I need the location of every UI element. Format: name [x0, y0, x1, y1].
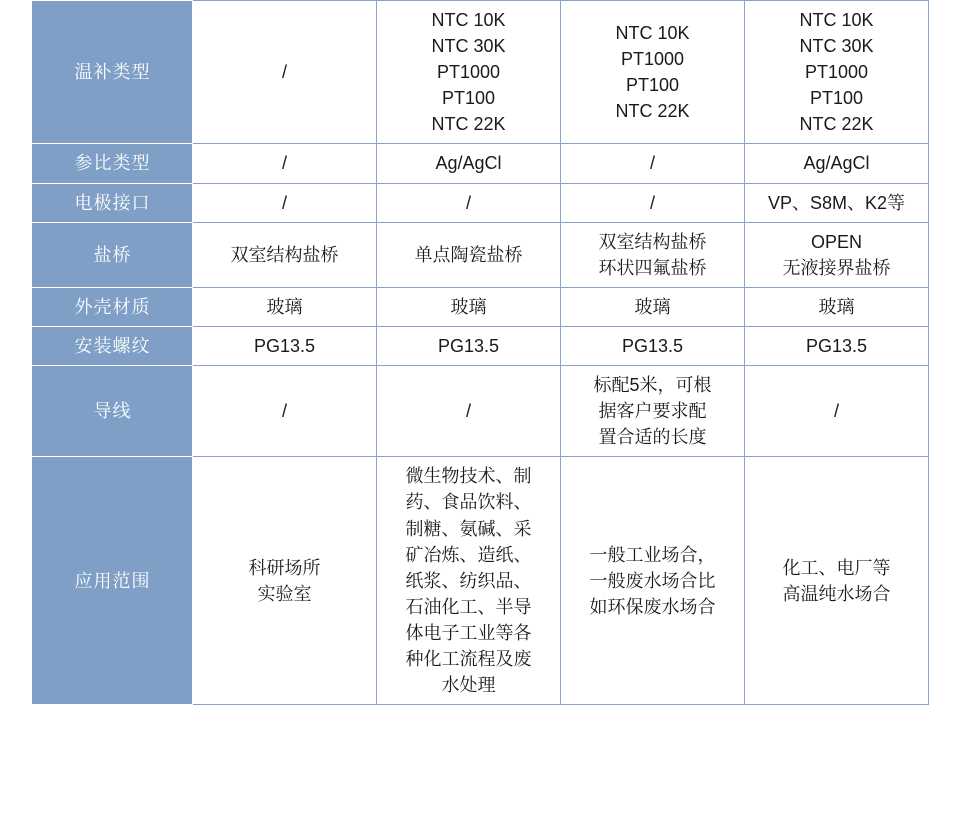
cell-line: PT1000: [620, 49, 685, 70]
cell-content: [753, 333, 920, 359]
table-cell: [745, 326, 929, 365]
cell-line: 玻璃: [266, 296, 303, 317]
cell-content: [201, 294, 368, 320]
table-cell: [561, 287, 745, 326]
table-cell: [561, 144, 745, 183]
table-row: [33, 326, 929, 365]
cell-line: 据客户要求配: [598, 401, 707, 422]
row-header-cell: 外壳材质: [33, 287, 193, 326]
table-cell: [745, 1, 929, 144]
cell-content: [569, 333, 736, 359]
table-cell: [377, 144, 561, 183]
cell-line: PT100: [625, 75, 680, 96]
cell-content: [385, 150, 552, 176]
spec-table-body: [33, 1, 929, 705]
cell-line: 置合适的长度: [598, 427, 707, 448]
table-cell: [745, 287, 929, 326]
table-cell: [745, 222, 929, 287]
table-cell: [745, 144, 929, 183]
cell-line: /: [465, 192, 471, 213]
cell-line: PG13.5: [805, 335, 868, 356]
cell-line: /: [649, 192, 655, 213]
cell-content: [753, 398, 920, 424]
table-cell: [561, 366, 745, 457]
cell-line: NTC 22K: [431, 114, 506, 135]
cell-content: [569, 542, 736, 620]
table-row: [33, 222, 929, 287]
cell-line: OPEN: [810, 231, 862, 252]
cell-line: 科研场所: [248, 557, 321, 578]
row-header-cell: 参比类型: [33, 144, 193, 183]
table-row: [33, 287, 929, 326]
cell-content: [753, 294, 920, 320]
cell-line: NTC 10K: [431, 10, 506, 30]
cell-line: NTC 10K: [615, 23, 690, 44]
cell-content: [569, 150, 736, 176]
cell-line: Ag/AgCl: [435, 153, 502, 174]
table-cell: [745, 366, 929, 457]
cell-line: PG13.5: [253, 335, 316, 356]
cell-line: 高温纯水场合: [782, 583, 891, 604]
cell-line: 双室结构盐桥: [230, 244, 339, 265]
cell-content: [753, 190, 920, 216]
table-cell: [377, 1, 561, 144]
row-header-cell: 盐桥: [33, 222, 193, 287]
cell-line: NTC 30K: [431, 36, 506, 57]
cell-line: 药、食品饮料、: [405, 492, 532, 513]
table-cell: [193, 366, 377, 457]
cell-content: [201, 555, 368, 607]
cell-line: NTC 10K: [799, 10, 874, 30]
table-cell: [561, 183, 745, 222]
table-cell: [561, 457, 745, 705]
cell-line: 标配5米，可根: [593, 375, 712, 396]
cell-line: 化工、电厂等: [782, 557, 891, 578]
cell-line: 实验室: [257, 583, 312, 604]
row-header-cell: 电极接口: [33, 183, 193, 222]
table-row: [33, 144, 929, 183]
cell-line: 纸浆、纺织品、: [405, 570, 532, 591]
row-header-cell: 安装螺纹: [33, 326, 193, 365]
cell-line: VP、S8M、K2等: [767, 192, 906, 213]
cell-line: 玻璃: [818, 296, 855, 317]
cell-content: [201, 242, 368, 268]
table-row: [33, 366, 929, 457]
table-cell: [377, 287, 561, 326]
cell-content: [753, 555, 920, 607]
cell-line: /: [281, 192, 287, 213]
table-cell: [377, 366, 561, 457]
cell-line: 体电子工业等各: [405, 622, 532, 643]
cell-content: [569, 190, 736, 216]
cell-content: [753, 7, 920, 137]
cell-content: [201, 150, 368, 176]
cell-line: 微生物技术、制: [405, 466, 532, 487]
cell-content: [569, 372, 736, 450]
row-header-cell: 应用范围: [33, 457, 193, 705]
cell-line: /: [833, 401, 839, 422]
cell-line: 玻璃: [450, 296, 487, 317]
cell-content: [385, 463, 552, 698]
cell-line: 环状四氟盐桥: [598, 257, 707, 278]
table-cell: [745, 457, 929, 705]
table-cell: [377, 222, 561, 287]
cell-line: 双室结构盐桥: [598, 231, 707, 252]
table-cell: [193, 144, 377, 183]
table-cell: [193, 457, 377, 705]
table-cell: [377, 183, 561, 222]
cell-line: 玻璃: [634, 296, 671, 317]
cell-line: NTC 22K: [615, 101, 690, 122]
cell-content: [385, 7, 552, 137]
cell-line: PG13.5: [621, 335, 684, 356]
cell-content: [753, 150, 920, 176]
cell-line: /: [649, 153, 655, 174]
cell-line: 矿冶炼、造纸、: [405, 544, 532, 565]
cell-line: PT100: [809, 88, 864, 109]
cell-content: [569, 229, 736, 281]
table-cell: [193, 222, 377, 287]
table-row: [33, 1, 929, 144]
cell-content: [385, 398, 552, 424]
row-header-cell: 温补类型: [33, 1, 193, 144]
table-cell: [377, 457, 561, 705]
cell-line: PT1000: [436, 62, 501, 83]
cell-line: Ag/AgCl: [803, 153, 870, 174]
cell-line: 一般工业场合，: [589, 544, 716, 565]
cell-line: 一般废水场合比: [589, 570, 716, 591]
cell-line: PT100: [441, 88, 496, 109]
cell-line: 单点陶瓷盐桥: [414, 244, 523, 265]
row-header-cell: 导线: [33, 366, 193, 457]
cell-line: /: [465, 401, 471, 422]
cell-line: 水处理: [441, 675, 496, 696]
cell-line: PG13.5: [437, 335, 500, 356]
table-cell: [193, 287, 377, 326]
cell-line: /: [281, 62, 287, 83]
table-cell: [745, 183, 929, 222]
cell-content: [569, 20, 736, 124]
cell-line: 石油化工、半导: [405, 596, 532, 617]
cell-line: /: [281, 401, 287, 422]
cell-line: PT1000: [804, 62, 869, 83]
cell-line: 如环保废水场合: [589, 596, 716, 617]
cell-content: [753, 229, 920, 281]
table-cell: [561, 326, 745, 365]
specification-table: [32, 0, 929, 705]
table-row: [33, 183, 929, 222]
cell-line: 无液接界盐桥: [782, 257, 891, 278]
cell-content: [385, 333, 552, 359]
table-cell: [561, 222, 745, 287]
cell-line: /: [281, 153, 287, 174]
table-cell: [377, 326, 561, 365]
cell-content: [385, 294, 552, 320]
cell-line: 制糖、氨碱、采: [405, 518, 532, 539]
cell-line: NTC 22K: [799, 114, 874, 135]
table-cell: [193, 326, 377, 365]
cell-content: [201, 59, 368, 85]
cell-line: NTC 30K: [799, 36, 874, 57]
cell-content: [201, 398, 368, 424]
cell-content: [201, 190, 368, 216]
cell-content: [201, 333, 368, 359]
table-cell: [561, 1, 745, 144]
cell-line: 种化工流程及废: [405, 648, 532, 669]
cell-content: [569, 294, 736, 320]
table-row: [33, 457, 929, 705]
cell-content: [385, 242, 552, 268]
cell-content: [385, 190, 552, 216]
table-cell: [193, 183, 377, 222]
table-cell: [193, 1, 377, 144]
